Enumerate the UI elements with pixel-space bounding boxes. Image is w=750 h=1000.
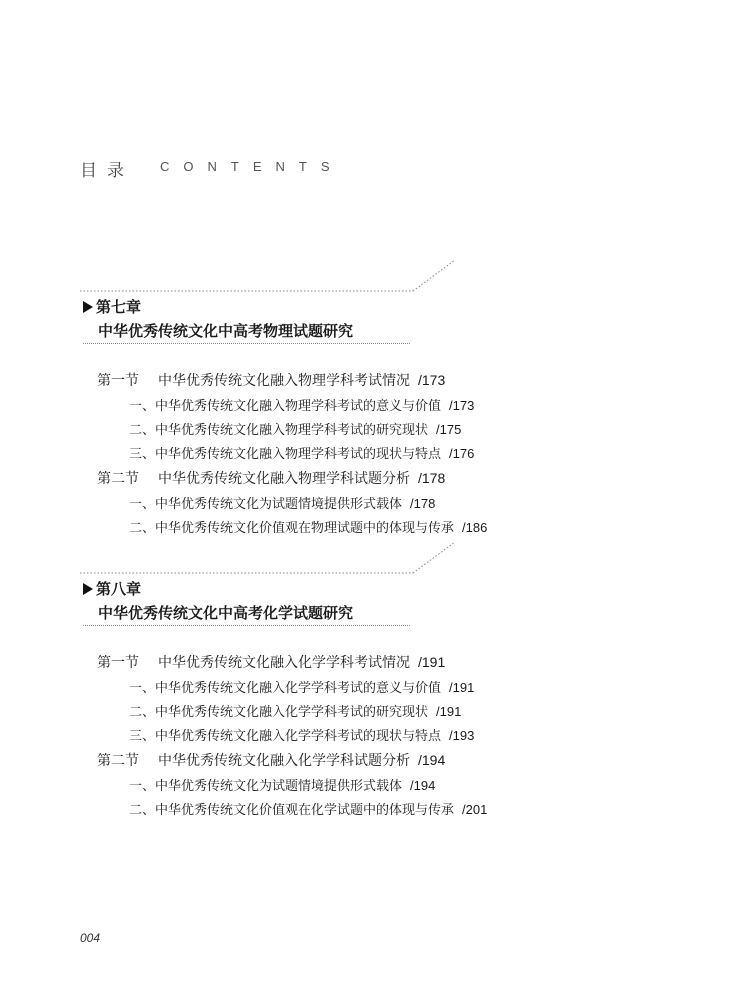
entry-page: /194	[410, 778, 436, 793]
toc-item-entry[interactable]	[129, 701, 461, 720]
chapter-divider-dotted-line	[80, 258, 460, 298]
toc-section-entry[interactable]	[97, 750, 445, 770]
entry-title: 中华优秀传统文化融入物理学科试题分析	[158, 471, 410, 487]
entry-page: /191	[436, 704, 462, 719]
play-arrow-icon	[83, 301, 93, 313]
entry-page: /178	[418, 470, 446, 486]
chapter-title: 中华优秀传统文化中高考物理试题研究	[98, 322, 354, 340]
item-number: 一、	[129, 779, 156, 794]
entry-title: 中华优秀传统文化融入物理学科考试的研究现状	[155, 423, 429, 438]
entry-page: /191	[418, 654, 446, 670]
entry-title: 中华优秀传统文化融入化学学科考试的现状与特点	[155, 729, 442, 744]
item-number: 一、	[129, 497, 156, 512]
section-number: 第一节	[97, 373, 139, 389]
entry-title: 中华优秀传统文化为试题情境提供形式载体	[155, 779, 403, 794]
entry-page: /191	[449, 680, 475, 695]
entry-title: 中华优秀传统文化价值观在物理试题中的体现与传承	[155, 521, 455, 536]
entry-title: 中华优秀传统文化为试题情境提供形式载体	[155, 497, 403, 512]
toc-item-entry[interactable]	[129, 775, 435, 794]
toc-item-entry[interactable]	[129, 395, 474, 414]
chapter-number-label: 第八章	[96, 580, 142, 598]
item-number: 二、	[129, 705, 156, 720]
chapter-divider-dotted-line	[80, 540, 460, 580]
section-number: 第一节	[97, 655, 139, 671]
entry-title: 中华优秀传统文化融入物理学科考试的意义与价值	[155, 399, 442, 414]
toc-item-entry[interactable]	[129, 677, 474, 696]
entry-title: 中华优秀传统文化价值观在化学试题中的体现与传承	[155, 803, 455, 818]
section-number: 第二节	[97, 471, 139, 487]
toc-title-chinese: 目录	[80, 161, 134, 181]
entry-page: /201	[462, 802, 488, 817]
item-number: 一、	[129, 681, 156, 696]
entry-title: 中华优秀传统文化融入物理学科考试的现状与特点	[155, 447, 442, 462]
entry-title: 中华优秀传统文化融入化学学科考试的意义与价值	[155, 681, 442, 696]
entry-page: /173	[418, 372, 446, 388]
entry-title: 中华优秀传统文化融入化学学科考试情况	[158, 655, 410, 671]
entry-title: 中华优秀传统文化融入化学学科试题分析	[158, 753, 410, 769]
page-number: 004	[80, 931, 101, 945]
entry-page: /173	[449, 398, 475, 413]
entry-page: /186	[462, 520, 488, 535]
item-number: 三、	[129, 447, 156, 462]
entry-page: /176	[449, 446, 475, 461]
toc-item-entry[interactable]	[129, 443, 474, 462]
toc-section-entry[interactable]	[97, 468, 445, 488]
chapter-number	[83, 578, 141, 599]
entry-page: /194	[418, 752, 446, 768]
entry-page: /193	[449, 728, 475, 743]
toc-item-entry[interactable]	[129, 725, 474, 744]
entry-title: 中华优秀传统文化融入物理学科考试情况	[158, 373, 410, 389]
chapter-title: 中华优秀传统文化中高考化学试题研究	[98, 604, 354, 622]
item-number: 三、	[129, 729, 156, 744]
item-number: 二、	[129, 803, 156, 818]
toc-item-entry[interactable]	[129, 419, 461, 438]
item-number: 二、	[129, 521, 156, 536]
chapter-number-label: 第七章	[96, 298, 142, 316]
play-arrow-icon	[83, 583, 93, 595]
toc-item-entry[interactable]	[129, 517, 487, 536]
chapter-title-underline	[83, 625, 410, 626]
section-number: 第二节	[97, 753, 139, 769]
entry-page: /178	[410, 496, 436, 511]
entry-page: /175	[436, 422, 462, 437]
chapter-title-underline	[83, 343, 410, 344]
item-number: 一、	[129, 399, 156, 414]
toc-title-english: CONTENTS	[160, 159, 344, 174]
toc-section-entry[interactable]	[97, 652, 445, 672]
item-number: 二、	[129, 423, 156, 438]
toc-item-entry[interactable]	[129, 799, 487, 818]
toc-item-entry[interactable]	[129, 493, 435, 512]
entry-title: 中华优秀传统文化融入化学学科考试的研究现状	[155, 705, 429, 720]
toc-section-entry[interactable]	[97, 370, 445, 390]
chapter-number	[83, 296, 141, 317]
